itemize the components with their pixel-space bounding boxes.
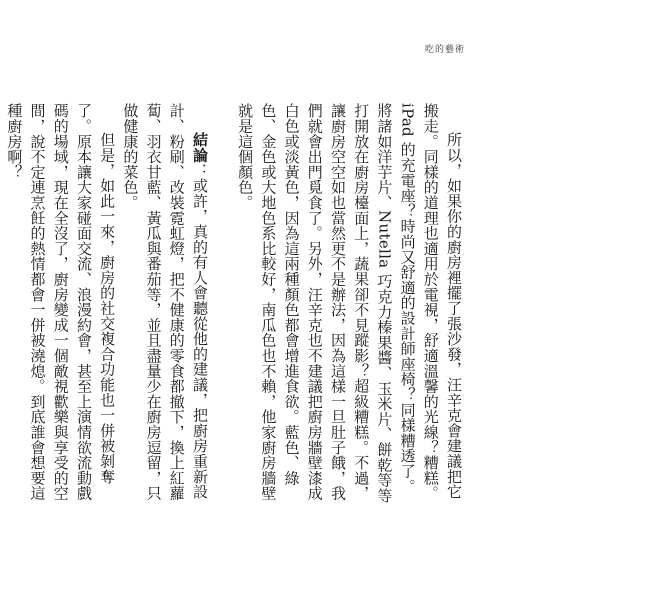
paragraph-kitchen-advice: 所以，如果你的廚房裡擺了張沙發，汪辛克會建議把它搬走。同樣的道理也適用於電視，舒適溫馨的光線？糟糕。iPad 的充電座？時尚又舒適的設計師座椅？同樣糟透了。將諸如洋芋片、Nutella 巧克力榛果醬、玉米片、餅乾等等打開放在廚房檯面上，蔬果卻不見蹤影？超級糟糕。不過，讓廚房空空如也當然更不是辦法，因為這樣一旦肚子餓，我們就會出門覓食了。另外，汪辛克也不建議把廚房牆壁漆成白色或淡黃色，因為這兩種顏色都會增進食欲。藍色、綠色、金色或大地色系比較好，南瓜色也不賴，他家廚房牆壁就是這個顏色。 bbox=[236, 103, 463, 503]
conclusion-text: ：或許，真的有人會聽從他的建議，把廚房重新設計、粉刷、改裝霓虹燈，把不健康的零食都撤下，換上紅蘿蔔、羽衣甘藍、黃瓜與番茄等，並且盡量少在廚房逗留，只做健康的菜色。 bbox=[121, 103, 209, 501]
running-header: 吃的藝術 bbox=[424, 45, 465, 55]
conclusion-label: 結論 bbox=[190, 131, 209, 163]
paragraph-closing: 但是，如此一來，廚房的社交複合功能也一併被剝奪了。原本讓大家碰面交流、浪漫約會，甚至上演情欲流動戲碼的場域，現在全沒了，廚房變成一個敵視歡樂與享受的空間，說不定連烹飪的熱情都會一併被澆熄。到底誰會想要這種廚房啊？ bbox=[5, 103, 117, 501]
vertical-body-text bbox=[2, 103, 465, 508]
paragraph-conclusion bbox=[118, 103, 211, 508]
